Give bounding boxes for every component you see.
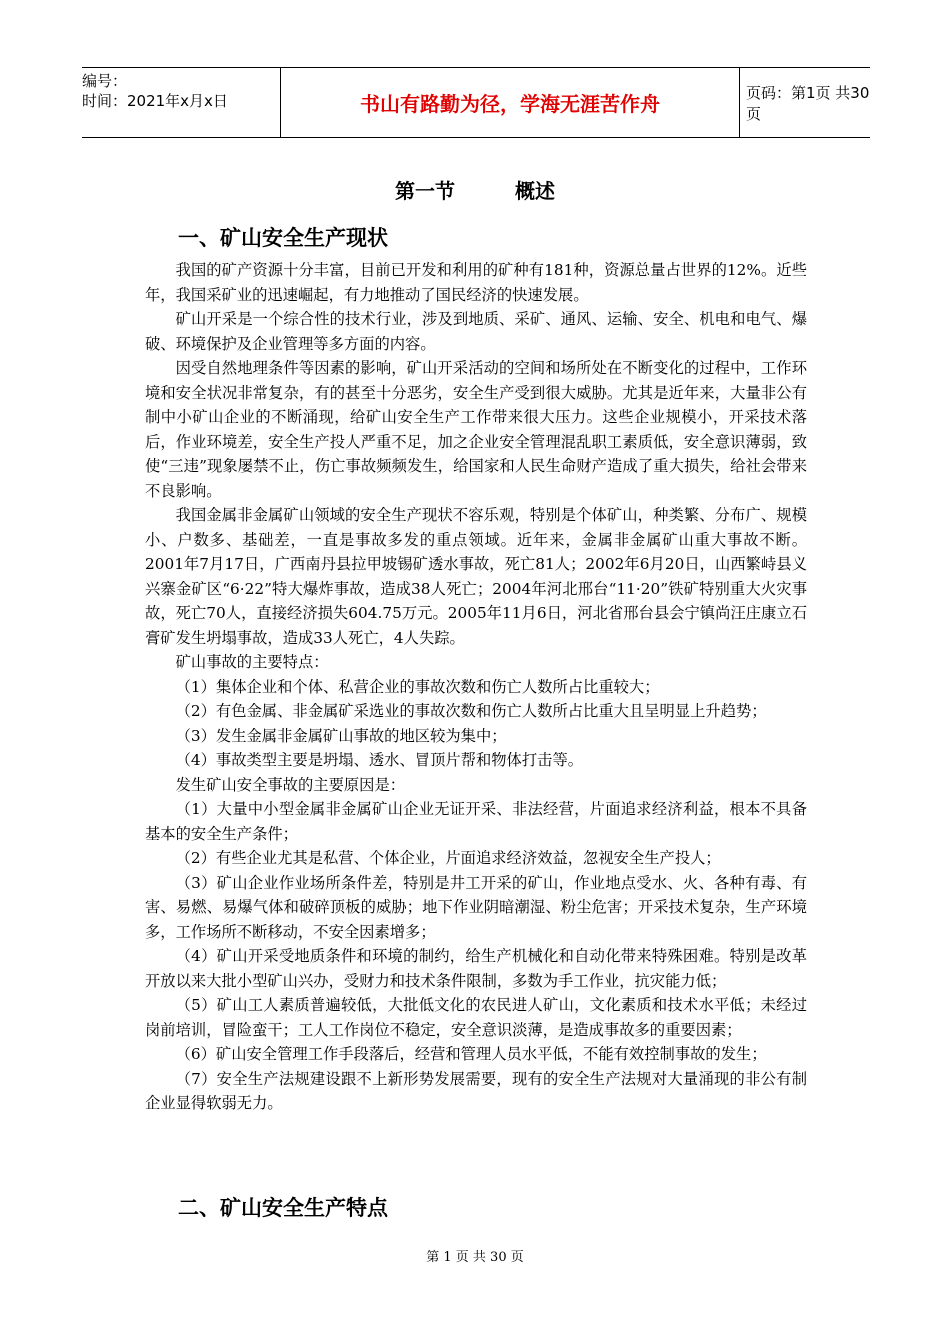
paragraph: 发生矿山安全事故的主要原因是： xyxy=(175,775,406,794)
list-item: （4）矿山开采受地质条件和环境的制约，给生产机械化和自动化带来特殊困难。特别是改革开放以来大批小型矿山兴办，受财力和技术条件限制，多数为手工作业，抗灾能力低； xyxy=(145,947,807,990)
document-header xyxy=(82,67,870,138)
page-footer: 第 1 页 共 30 页 xyxy=(426,1250,524,1265)
header-motto: 书山有路勤为径，学海无涯苦作舟 xyxy=(280,68,740,137)
header-page-info: 页码：第1页 共30页 xyxy=(746,83,870,123)
heading-characteristics: 二、矿山安全生产特点 xyxy=(178,1196,388,1220)
header-number-label: 编号： xyxy=(82,72,128,90)
paragraph: 矿山开采是一个综合性的技术行业，涉及到地质、采矿、通风、运输、安全、机电和电气、爆破、环境保护及企业管理等多方面的内容。 xyxy=(145,310,807,353)
paragraph: 我国的矿产资源十分丰富，目前已开发和利用的矿种有181种，资源总量占世界的12%。近些年，我国采矿业的迅速崛起，有力地推动了国民经济的快速发展。 xyxy=(145,261,807,304)
body-text xyxy=(145,258,807,1116)
list-item: （2）有色金属、非金属矿采选业的事故次数和伤亡人数所占比重大且呈明显上升趋势； xyxy=(175,702,767,720)
section-title-text: 概述 xyxy=(515,179,555,203)
list-item: （5）矿山工人素质普遍较低，大批低文化的农民进人矿山，文化素质和技术水平低；未经过岗前培训，冒险蛮干；工人工作岗位不稳定，安全意识淡薄，是造成事故多的重要因素； xyxy=(145,996,807,1039)
list-item: （4）事故类型主要是坍塌、透水、冒顶片帮和物体打击等。 xyxy=(175,751,584,769)
list-item: （3）矿山企业作业场所条件差，特别是井工开采的矿山，作业地点受水、火、各种有毒、有害、易燃、易爆气体和破碎顶板的威胁；地下作业阴暗潮湿、粉尘危害；开采技术复杂，生产环境多，工作场所不断移动，不安全因素增多； xyxy=(145,873,807,941)
paragraph: 因受自然地理条件等因素的影响，矿山开采活动的空间和场所处在不断变化的过程中，工作环境和安全状况非常复杂，有的甚至十分恶劣，安全生产受到很大威胁。尤其是近年来，大量非公有制中小矿山企业的不断涌现，给矿山安全生产工作带来很大压力。这些企业规模小，开采技术落后，作业环境差，安全生产投人严重不足，加之企业安全管理混乱职工素质低，安全意识薄弱，致使“三违”现象屡禁不止，伤亡事故频频发生，给国家和人民生命财产造成了重大损失，给社会带来不良影响。 xyxy=(145,359,807,500)
section-title xyxy=(0,175,950,204)
list-item: （1）集体企业和个体、私营企业的事故次数和伤亡人数所占比重较大； xyxy=(175,677,660,696)
list-item: （7）安全生产法规建设跟不上新形势发展需要，现有的安全生产法规对大量涌现的非公有制企业显得软弱无力。 xyxy=(145,1069,807,1112)
paragraph: 我国金属非金属矿山领域的安全生产现状不容乐观，特别是个体矿山，种类繁、分布广、规模小、户数多、基础差，一直是事故多发的重点领域。近年来，金属非金属矿山重大事故不断。2001年7月17日，广西南丹县拉甲坡锡矿透水事故，死亡81人；2002年6月20日，山西繁峙县义兴寨金矿区“6·22”特大爆炸事故，造成38人死亡；2004年河北邢台“11·20”铁矿特别重大火灾事故，死亡70人，直接经济损失604.75万元。2005年11月6日，河北省邢台县会宁镇尚汪庄康立石膏矿发生坍塌事故，造成33人死亡，4人失踪。 xyxy=(145,506,807,647)
header-time-label: 时间：2021年x月x日 xyxy=(82,92,228,110)
section-title-number: 第一节 xyxy=(395,179,455,203)
list-item: （1）大量中小型金属非金属矿山企业无证开采、非法经营，片面追求经济利益，根本不具备基本的安全生产条件； xyxy=(145,800,807,843)
list-item: （6）矿山安全管理工作手段落后，经营和管理人员水平低，不能有效控制事故的发生； xyxy=(175,1045,767,1063)
heading-current-status: 一、矿山安全生产现状 xyxy=(178,226,388,250)
list-item: （2）有些企业尤其是私营、个体企业，片面追求经济效益，忽视安全生产投人； xyxy=(175,849,721,867)
header-meta xyxy=(82,68,280,137)
paragraph: 矿山事故的主要特点： xyxy=(175,653,329,671)
list-item: （3）发生金属非金属矿山事故的地区较为集中； xyxy=(175,726,507,745)
